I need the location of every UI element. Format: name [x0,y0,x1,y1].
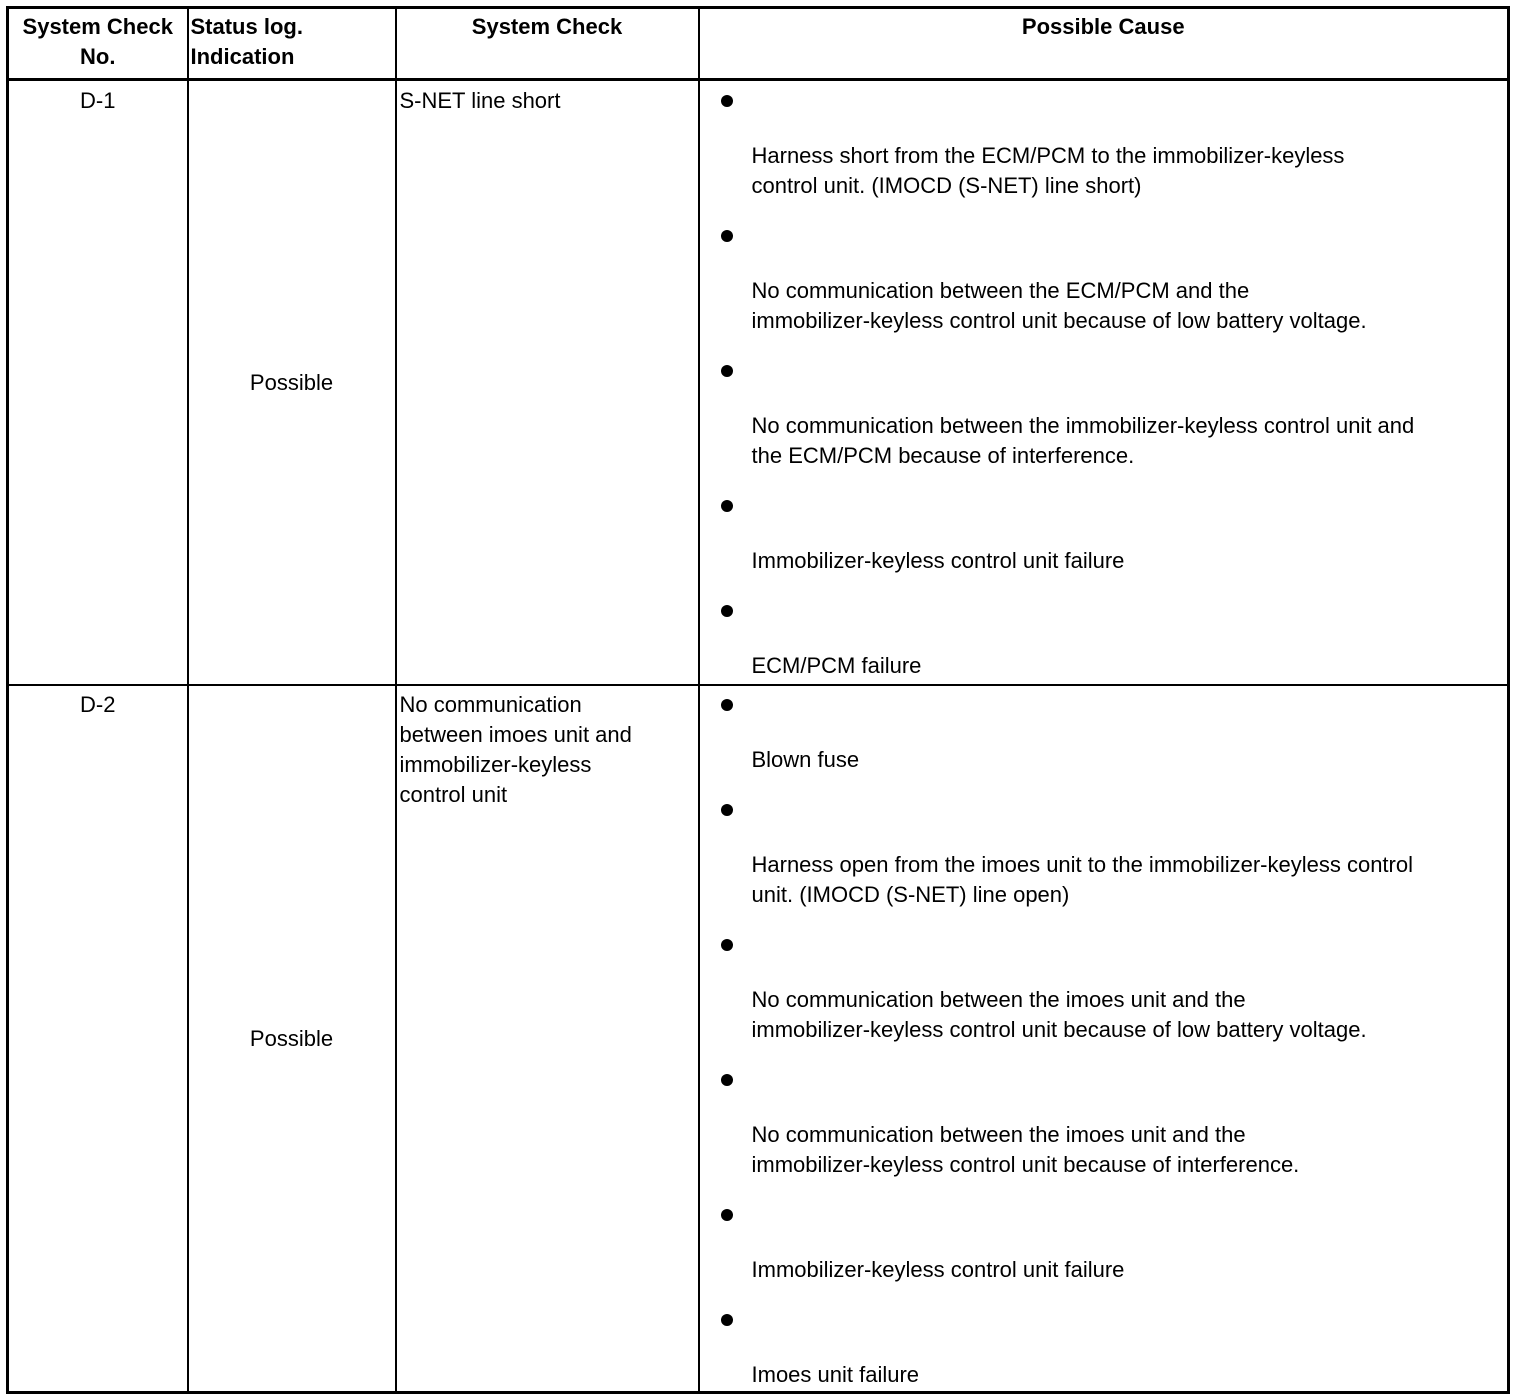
header-line: System Check [22,14,173,39]
system-check-line: between imoes unit and [399,722,632,747]
cause-text-line: No communication between the ECM/PCM and the [751,278,1250,303]
cause-text-line: control unit. (IMOCD (S-NET) line short) [751,173,1142,198]
system-check-cell [396,685,699,1393]
table-row [8,80,1509,686]
status-indication: Possible [249,1025,334,1051]
table-header-row [8,8,1509,80]
cause-item [700,596,1508,681]
cause-item [700,86,1508,201]
cause-text-line: Immobilizer-keyless control unit failure [751,548,1125,573]
bullet-icon [721,365,733,377]
header-line: Possible Cause [1021,14,1185,39]
header-system-check-no [8,8,188,80]
cause-item [700,491,1508,576]
status-indication-cell [188,685,396,1393]
cause-item [700,221,1508,336]
cause-text [700,1360,1508,1390]
possible-cause-cell [699,80,1509,686]
cause-text [700,1255,1508,1285]
bullet-icon [721,1209,733,1221]
bullet-icon [721,1074,733,1086]
status-indication: Possible [249,369,334,395]
status-indication-cell [188,80,396,686]
cause-text-line: No communication between the imoes unit and the [751,987,1246,1012]
system-check-line: immobilizer-keyless [399,752,592,777]
system-check-line: control unit [399,782,508,807]
cause-list [700,86,1508,679]
bullet-icon [721,1314,733,1326]
bullet-icon [721,804,733,816]
cause-text-line: Harness open from the imoes unit to the immobilizer-keyless control [751,852,1413,877]
cause-item [700,795,1508,910]
system-check-line: S-NET line short [399,88,561,113]
cause-text-line: No communication between the imoes unit and the [751,1122,1246,1147]
system-check-table [6,6,1510,1394]
cause-item [700,1065,1508,1180]
cause-item [700,690,1508,775]
cause-text [700,1120,1508,1180]
cause-text [700,411,1508,471]
cause-text-line: unit. (IMOCD (S-NET) line open) [751,882,1070,907]
system-check-cell [396,80,699,686]
system-check-line: No communication [399,692,582,717]
cause-item [700,930,1508,1045]
cause-text-line: immobilizer-keyless control unit because of low battery voltage. [751,1017,1367,1042]
cause-text [700,985,1508,1045]
cause-text [700,850,1508,910]
header-line: No. [80,44,116,69]
header-possible-cause [699,8,1509,80]
cause-item [700,1200,1508,1285]
bullet-icon [721,939,733,951]
bullet-icon [721,500,733,512]
cause-text-line: No communication between the immobilizer-keyless control unit and [751,413,1415,438]
cause-text-line: immobilizer-keyless control unit because of interference. [751,1152,1300,1177]
header-line: Status log. [190,14,303,39]
cause-list [700,690,1508,1387]
bullet-icon [721,230,733,242]
cause-text-line: Harness short from the ECM/PCM to the immobilizer-keyless [751,143,1345,168]
cause-item [700,356,1508,471]
header-line: System Check [471,14,623,39]
cause-text-line: immobilizer-keyless control unit because of low battery voltage. [751,308,1367,333]
cause-text [700,141,1508,201]
table-row [8,685,1509,1393]
header-line: Indication [190,44,295,69]
cause-text [700,745,1508,775]
cause-text-line: Imoes unit failure [751,1362,920,1387]
cause-item [700,1305,1508,1390]
bullet-icon [721,95,733,107]
cause-text [700,651,1508,681]
system-check-no-cell [8,685,188,1393]
bullet-icon [721,605,733,617]
cause-text-line: ECM/PCM failure [751,653,922,678]
possible-cause-cell [699,685,1509,1393]
bullet-icon [721,699,733,711]
system-check-no-cell [8,80,188,686]
system-check-no: D-2 [80,692,116,717]
cause-text [700,276,1508,336]
cause-text-line: Blown fuse [751,747,860,772]
cause-text [700,546,1508,576]
system-check-no: D-1 [80,88,116,113]
header-system-check [396,8,699,80]
cause-text-line: the ECM/PCM because of interference. [751,443,1135,468]
cause-text-line: Immobilizer-keyless control unit failure [751,1257,1125,1282]
header-status-log-indication [188,8,396,80]
